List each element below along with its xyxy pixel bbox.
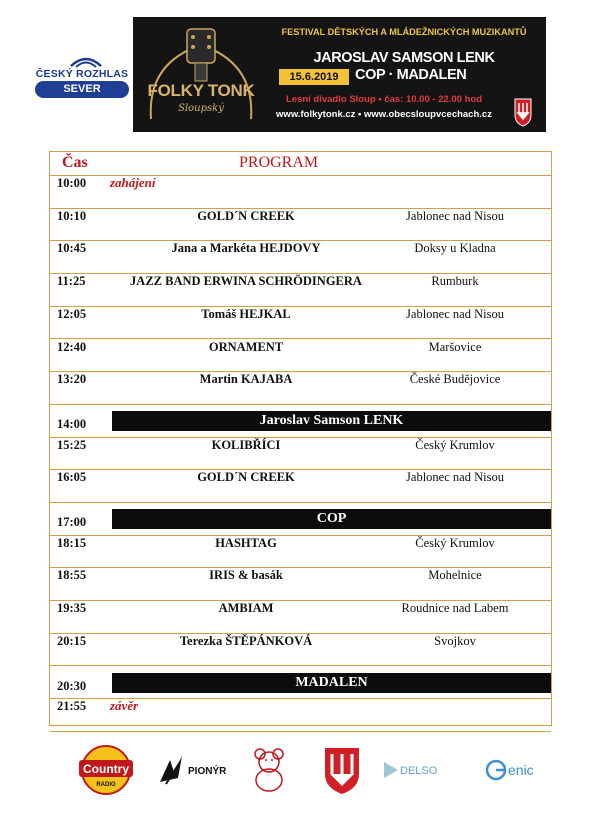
radio-region: SEVER [35, 81, 129, 98]
country-radio-logo [76, 742, 136, 798]
row-time: 16:05 [57, 470, 87, 485]
delso-logo [380, 742, 460, 798]
row-act: Martin KAJABA [199, 372, 293, 387]
program-row [50, 667, 551, 700]
row-act: Terezka ŠTĚPÁNKOVÁ [179, 633, 313, 648]
row-time: 19:35 [57, 601, 87, 616]
program-row [50, 274, 551, 307]
row-place: Jablonec nad Nisou [406, 470, 504, 485]
row-time: 10:45 [57, 241, 87, 256]
row-act: Jana a Markéta HEJDOVY [171, 241, 321, 256]
program-column-header: PROGRAM [239, 154, 319, 171]
row-time: 13:20 [57, 372, 87, 387]
row-time: 10:00 [57, 176, 87, 190]
row-place: Jablonec nad Nisou [406, 306, 504, 321]
row-act: Tomáš HEJKAL [201, 306, 291, 321]
row-time: 18:15 [57, 535, 87, 550]
country-logo-text: Country [83, 762, 129, 776]
row-place: Rumburk [431, 274, 479, 289]
program-row [50, 209, 551, 242]
village-shield-icon [513, 97, 533, 127]
delso-logo-text: DELSO [400, 765, 438, 777]
festival-date: 15.6.2019 [279, 69, 349, 85]
row-time: 15:25 [57, 437, 87, 452]
row-act: GOLD´N CREEK [197, 208, 295, 223]
row-place: Jablonec nad Nisou [406, 208, 504, 223]
festival-banner [133, 17, 546, 132]
enic-logo [484, 742, 550, 798]
row-place: Maršovice [428, 339, 482, 354]
row-place: Svojkov [434, 633, 476, 648]
festival-tagline: FESTIVAL DĚTSKÝCH A MLÁDEŽNICKÝCH MUZIKANTŮ [281, 27, 527, 37]
folky-tonk-title: FOLKY TONK [147, 81, 255, 100]
program-row [50, 634, 551, 667]
radio-arc-icon [69, 56, 103, 68]
row-time: 21:55 [57, 699, 87, 714]
program-row [50, 503, 551, 536]
teddy-bear-logo [246, 742, 292, 798]
radio-name: ČESKÝ ROZHLAS [35, 68, 129, 80]
headliner-bar: COP [112, 509, 551, 529]
row-time: 20:30 [57, 678, 87, 693]
program-row [50, 438, 551, 471]
headliner-bar: Jaroslav Samson LENK [112, 411, 551, 431]
program-header-row [50, 152, 551, 176]
cesky-rozhlas-logo [33, 56, 131, 100]
row-act: JAZZ BAND ERWINA SCHRÖDINGERA [130, 274, 362, 289]
row-time: 11:25 [57, 274, 86, 289]
row-act: IRIS & basák [209, 568, 283, 583]
row-act: HASHTAG [215, 535, 277, 550]
program-table [49, 151, 552, 726]
row-act: GOLD´N CREEK [197, 470, 295, 485]
row-time: 12:05 [57, 306, 87, 321]
pionyr-logo-text: PIONÝR [188, 766, 227, 777]
program-row [50, 340, 551, 373]
row-note: zahájení [110, 175, 156, 190]
program-row [50, 536, 551, 569]
headliners-line-2: COP · MADALEN [355, 67, 467, 83]
row-place: Český Krumlov [415, 535, 495, 550]
headliner-bar: MADALEN [112, 673, 551, 693]
row-act: KOLIBŘÍCI [211, 437, 281, 452]
row-time: 14:00 [57, 416, 87, 431]
row-time: 17:00 [57, 515, 87, 529]
program-row [50, 405, 551, 438]
program-row [50, 699, 551, 732]
country-logo-sub: RADIO [96, 782, 116, 788]
pionyr-logo [156, 742, 234, 798]
row-place: Roudnice nad Labem [401, 601, 509, 616]
web-links: www.folkytonk.cz • www.obecsloupvcechach.cz [276, 109, 492, 120]
program-row [50, 470, 551, 503]
program-row [50, 307, 551, 340]
row-act: AMBIAM [218, 601, 274, 616]
row-time: 10:10 [57, 208, 87, 223]
row-time: 18:55 [57, 568, 87, 583]
row-place: Český Krumlov [415, 437, 495, 452]
enic-logo-text: enic [508, 762, 534, 778]
program-row [50, 241, 551, 274]
row-place: České Budějovice [409, 372, 501, 387]
headliners-line-1: JAROSLAV SAMSON LENK [313, 50, 495, 66]
row-note: závěr [110, 698, 139, 714]
program-row [50, 176, 551, 209]
row-time: 12:40 [57, 339, 87, 354]
folky-tonk-subtitle: Sloupský [178, 103, 224, 114]
row-place: Mohelnice [428, 568, 482, 583]
row-place: Doksy u Kladna [414, 241, 496, 256]
program-row [50, 568, 551, 601]
program-row [50, 601, 551, 634]
time-column-header: Čas [62, 154, 88, 171]
venue-info: Lesní divadlo Sloup • čas: 10.00 - 22.00 hod [285, 94, 483, 105]
village-coat-of-arms [322, 742, 362, 798]
row-act: ORNAMENT [208, 339, 284, 354]
row-time: 20:15 [57, 633, 87, 648]
program-row [50, 372, 551, 405]
